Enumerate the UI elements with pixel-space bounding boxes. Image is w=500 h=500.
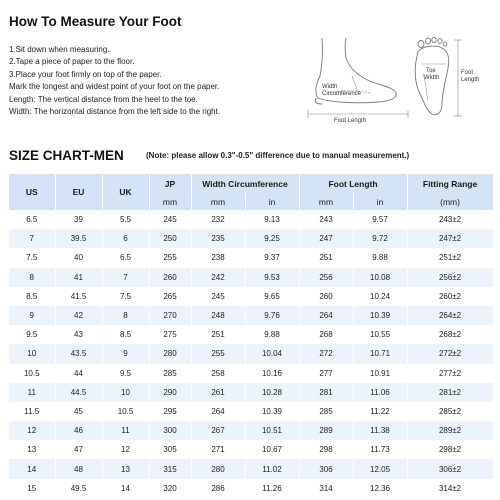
foot-diagram-icon <box>300 30 495 130</box>
cell-eu: 39.5 <box>55 229 102 248</box>
table-row <box>9 440 493 459</box>
toe-width-label: Toe <box>426 68 436 74</box>
cell-eu: 42 <box>55 306 102 325</box>
cell-length-mm: 260 <box>299 287 353 306</box>
cell-uk: 11 <box>102 421 149 440</box>
cell-fitting-range: 268±2 <box>407 325 493 344</box>
cell-length-mm: 264 <box>299 306 353 325</box>
size-chart-table <box>9 174 494 498</box>
cell-us: 9 <box>9 306 55 325</box>
table-row <box>9 344 493 363</box>
cell-eu: 41 <box>55 268 102 287</box>
cell-width-in: 9.37 <box>245 248 299 267</box>
cell-width-mm: 248 <box>191 306 245 325</box>
cell-length-in: 11.22 <box>353 402 407 421</box>
cell-width-in: 9.76 <box>245 306 299 325</box>
unit-jp-mm: mm <box>149 193 191 210</box>
table-row <box>9 364 493 383</box>
cell-width-mm: 280 <box>191 459 245 478</box>
size-chart-title: SIZE CHART-MEN <box>9 148 124 163</box>
table-row <box>9 248 493 267</box>
cell-length-mm: 285 <box>299 402 353 421</box>
cell-width-mm: 264 <box>191 402 245 421</box>
unit-fitting-mm: (mm) <box>407 193 493 210</box>
foot-length-vertical-label: Foot <box>461 70 474 76</box>
cell-us: 10 <box>9 344 55 363</box>
cell-width-mm: 238 <box>191 248 245 267</box>
table-row <box>9 383 493 402</box>
cell-width-in: 10.16 <box>245 364 299 383</box>
cell-eu: 39 <box>55 210 102 229</box>
cell-uk: 6.5 <box>102 248 149 267</box>
cell-length-mm: 281 <box>299 383 353 402</box>
unit-width-mm: mm <box>191 193 245 210</box>
cell-length-in: 10.71 <box>353 344 407 363</box>
cell-jp: 305 <box>149 440 191 459</box>
header-width-circumference: Width Circumference <box>191 174 299 193</box>
cell-length-mm: 247 <box>299 229 353 248</box>
cell-width-mm: 242 <box>191 268 245 287</box>
table-row <box>9 479 493 498</box>
unit-length-mm: mm <box>299 193 353 210</box>
cell-uk: 10 <box>102 383 149 402</box>
cell-eu: 44 <box>55 364 102 383</box>
cell-jp: 265 <box>149 287 191 306</box>
cell-fitting-range: 314±2 <box>407 479 493 498</box>
cell-fitting-range: 306±2 <box>407 459 493 478</box>
cell-us: 10.5 <box>9 364 55 383</box>
table-row <box>9 210 493 229</box>
cell-length-in: 10.55 <box>353 325 407 344</box>
cell-fitting-range: 260±2 <box>407 287 493 306</box>
table-row <box>9 325 493 344</box>
cell-length-in: 11.73 <box>353 440 407 459</box>
cell-length-mm: 272 <box>299 344 353 363</box>
cell-width-in: 10.39 <box>245 402 299 421</box>
cell-width-in: 10.67 <box>245 440 299 459</box>
cell-fitting-range: 243±2 <box>407 210 493 229</box>
cell-fitting-range: 298±2 <box>407 440 493 459</box>
step-text: 1.Sit down when measuring. <box>9 45 110 54</box>
cell-eu: 46 <box>55 421 102 440</box>
cell-length-in: 10.91 <box>353 364 407 383</box>
step-text: 3.Place your foot firmly on top of the paper. <box>9 69 162 79</box>
toe-width-label: Width <box>424 75 440 81</box>
cell-width-in: 9.25 <box>245 229 299 248</box>
cell-length-in: 9.72 <box>353 229 407 248</box>
cell-us: 15 <box>9 479 55 498</box>
cell-length-mm: 256 <box>299 268 353 287</box>
cell-width-mm: 232 <box>191 210 245 229</box>
cell-width-in: 10.51 <box>245 421 299 440</box>
cell-width-in: 9.53 <box>245 268 299 287</box>
step-text: 2.Tape a piece of paper to the floor. <box>9 57 135 67</box>
cell-eu: 44.5 <box>55 383 102 402</box>
header-foot-length: Foot Length <box>299 174 407 193</box>
cell-us: 9.5 <box>9 325 55 344</box>
step-text: Length: The vertical distance from the heel to the toe. <box>9 94 198 104</box>
cell-length-in: 10.39 <box>353 306 407 325</box>
cell-jp: 290 <box>149 383 191 402</box>
cell-length-in: 11.38 <box>353 421 407 440</box>
cell-uk: 5.5 <box>102 210 149 229</box>
cell-jp: 320 <box>149 479 191 498</box>
cell-fitting-range: 264±2 <box>407 306 493 325</box>
cell-uk: 9.5 <box>102 364 149 383</box>
cell-jp: 245 <box>149 210 191 229</box>
cell-fitting-range: 251±2 <box>407 248 493 267</box>
cell-fitting-range: 281±2 <box>407 383 493 402</box>
header-jp: JP <box>149 174 191 193</box>
cell-length-in: 12.36 <box>353 479 407 498</box>
cell-jp: 300 <box>149 421 191 440</box>
cell-width-mm: 286 <box>191 479 245 498</box>
cell-jp: 285 <box>149 364 191 383</box>
cell-width-mm: 255 <box>191 344 245 363</box>
cell-jp: 260 <box>149 268 191 287</box>
step-text: Mark the longest and widest point of your foot on the paper. <box>9 82 220 92</box>
table-row <box>9 306 493 325</box>
cell-uk: 9 <box>102 344 149 363</box>
cell-fitting-range: 256±2 <box>407 268 493 287</box>
cell-length-in: 9.57 <box>353 210 407 229</box>
cell-uk: 6 <box>102 229 149 248</box>
width-circumference-label: Circumference <box>322 91 362 97</box>
header-uk: UK <box>102 174 149 210</box>
cell-jp: 295 <box>149 402 191 421</box>
width-circumference-label: Width <box>322 84 338 90</box>
cell-length-mm: 268 <box>299 325 353 344</box>
cell-length-mm: 251 <box>299 248 353 267</box>
cell-us: 6.5 <box>9 210 55 229</box>
cell-length-mm: 277 <box>299 364 353 383</box>
cell-jp: 280 <box>149 344 191 363</box>
cell-length-in: 10.08 <box>353 268 407 287</box>
cell-length-in: 10.24 <box>353 287 407 306</box>
cell-eu: 40 <box>55 248 102 267</box>
size-chart-note: (Note: please allow 0.3"-0.5" difference due to manual measurement.) <box>146 151 410 160</box>
cell-width-mm: 271 <box>191 440 245 459</box>
cell-eu: 49.5 <box>55 479 102 498</box>
table-row <box>9 229 493 248</box>
cell-us: 7 <box>9 229 55 248</box>
table-row <box>9 287 493 306</box>
measure-steps <box>9 44 309 118</box>
cell-eu: 41.5 <box>55 287 102 306</box>
cell-us: 7.5 <box>9 248 55 267</box>
cell-width-in: 10.04 <box>245 344 299 363</box>
cell-width-in: 10.28 <box>245 383 299 402</box>
cell-width-in: 11.02 <box>245 459 299 478</box>
header-eu: EU <box>55 174 102 210</box>
foot-length-label: Foot Length <box>334 118 367 124</box>
table-row <box>9 268 493 287</box>
header-fitting-range: Fitting Range <box>407 174 493 193</box>
unit-length-in: in <box>353 193 407 210</box>
cell-fitting-range: 289±2 <box>407 421 493 440</box>
cell-length-in: 9.88 <box>353 248 407 267</box>
cell-eu: 48 <box>55 459 102 478</box>
how-to-measure-title: How To Measure Your Foot <box>9 14 182 29</box>
cell-jp: 250 <box>149 229 191 248</box>
cell-fitting-range: 277±2 <box>407 364 493 383</box>
table-row <box>9 459 493 478</box>
cell-length-mm: 243 <box>299 210 353 229</box>
cell-us: 8.5 <box>9 287 55 306</box>
cell-length-mm: 314 <box>299 479 353 498</box>
cell-uk: 8 <box>102 306 149 325</box>
cell-us: 11.5 <box>9 402 55 421</box>
cell-jp: 275 <box>149 325 191 344</box>
cell-uk: 8.5 <box>102 325 149 344</box>
cell-length-mm: 306 <box>299 459 353 478</box>
cell-length-mm: 298 <box>299 440 353 459</box>
foot-length-vertical-label: Length <box>461 77 480 83</box>
cell-width-mm: 258 <box>191 364 245 383</box>
cell-jp: 315 <box>149 459 191 478</box>
cell-width-in: 9.65 <box>245 287 299 306</box>
cell-width-in: 9.88 <box>245 325 299 344</box>
step-text: Width: The horizontal distance from the left side to the right. <box>9 107 221 117</box>
cell-us: 14 <box>9 459 55 478</box>
cell-length-mm: 289 <box>299 421 353 440</box>
cell-width-mm: 245 <box>191 287 245 306</box>
cell-eu: 47 <box>55 440 102 459</box>
cell-uk: 10.5 <box>102 402 149 421</box>
cell-eu: 43 <box>55 325 102 344</box>
header-us: US <box>9 174 55 210</box>
cell-fitting-range: 247±2 <box>407 229 493 248</box>
cell-width-mm: 251 <box>191 325 245 344</box>
cell-fitting-range: 272±2 <box>407 344 493 363</box>
cell-length-in: 11.06 <box>353 383 407 402</box>
unit-width-in: in <box>245 193 299 210</box>
cell-width-in: 11.26 <box>245 479 299 498</box>
cell-width-mm: 261 <box>191 383 245 402</box>
cell-us: 11 <box>9 383 55 402</box>
cell-jp: 270 <box>149 306 191 325</box>
cell-uk: 7.5 <box>102 287 149 306</box>
cell-uk: 14 <box>102 479 149 498</box>
cell-width-mm: 267 <box>191 421 245 440</box>
table-row <box>9 402 493 421</box>
cell-eu: 43.5 <box>55 344 102 363</box>
cell-width-mm: 235 <box>191 229 245 248</box>
cell-us: 8 <box>9 268 55 287</box>
cell-us: 13 <box>9 440 55 459</box>
measure-section <box>0 0 500 145</box>
cell-jp: 255 <box>149 248 191 267</box>
cell-us: 12 <box>9 421 55 440</box>
cell-uk: 13 <box>102 459 149 478</box>
cell-fitting-range: 285±2 <box>407 402 493 421</box>
cell-eu: 45 <box>55 402 102 421</box>
cell-width-in: 9.13 <box>245 210 299 229</box>
cell-length-in: 12.05 <box>353 459 407 478</box>
cell-uk: 7 <box>102 268 149 287</box>
cell-uk: 12 <box>102 440 149 459</box>
table-row <box>9 421 493 440</box>
size-rows <box>9 210 493 498</box>
